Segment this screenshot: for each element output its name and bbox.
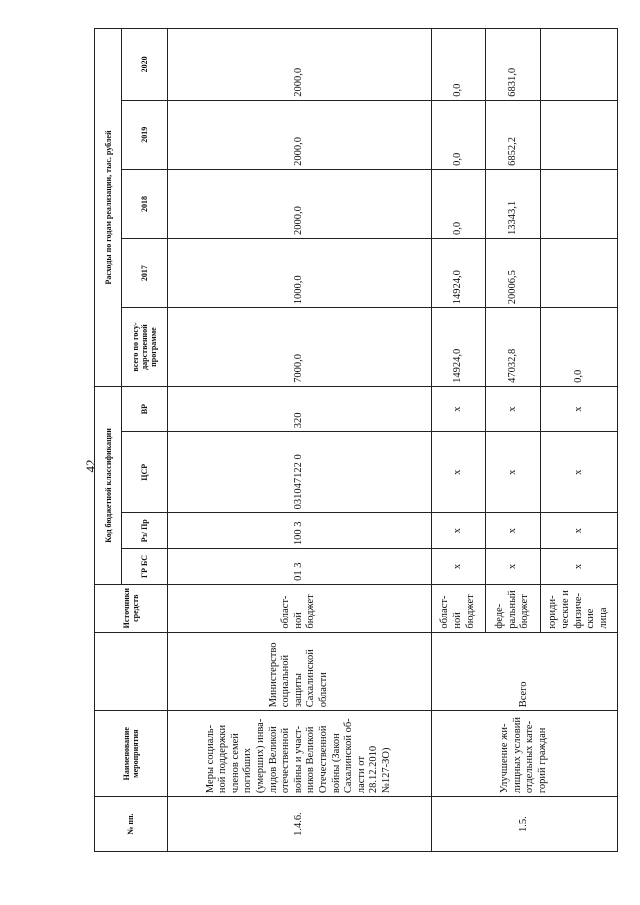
row-2019: 2000,0: [167, 100, 431, 169]
rotated-page-content: [94, 28, 618, 852]
header-source: Источники средств: [95, 584, 168, 632]
row-source: областной бюджет: [167, 584, 431, 632]
row-2017: [540, 239, 617, 308]
row-grbs: х: [486, 549, 541, 585]
row-source: федеральный бюджет: [486, 584, 541, 632]
header-name: Наименование мероприятия: [95, 711, 168, 797]
row-total: 0,0: [540, 308, 617, 387]
row-executor: Министерство социальной защиты Сахалинской области: [167, 632, 431, 711]
row-grbs: х: [431, 549, 486, 585]
row-2018: 2000,0: [167, 169, 431, 238]
row-2017: 14924,0: [431, 239, 486, 308]
row-source: областной бюджет: [431, 584, 486, 632]
row-csr: х: [486, 432, 541, 513]
table-row-1-5-regional: [431, 29, 486, 852]
row-2018: [540, 169, 617, 238]
row-2020: [540, 29, 617, 101]
row-num: 1.5.: [431, 797, 617, 852]
row-csr: х: [540, 432, 617, 513]
row-2017: 1000,0: [167, 239, 431, 308]
row-2017: 20006,5: [486, 239, 541, 308]
row-total: 14924,0: [431, 308, 486, 387]
row-rzpr: 100 3: [167, 513, 431, 549]
row-total: 7000,0: [167, 308, 431, 387]
table-row-1-4-6: [167, 29, 431, 852]
row-vr: х: [540, 386, 617, 431]
row-name: Улучшение жилищных условий отдельных категорий граждан: [431, 711, 617, 797]
row-2018: 0,0: [431, 169, 486, 238]
header-rzpr: Рз/ Пр: [122, 513, 167, 549]
row-2020: 6831,0: [486, 29, 541, 101]
row-source: юридические и физические лица: [540, 584, 617, 632]
header-total: всего по государственной программе: [122, 308, 167, 387]
row-rzpr: х: [540, 513, 617, 549]
page-number: 42: [83, 459, 98, 473]
row-grbs: х: [540, 549, 617, 585]
header-year-2019: 2019: [122, 100, 167, 169]
budget-table: [94, 28, 618, 852]
row-2019: 6852,2: [486, 100, 541, 169]
row-executor: Всего: [431, 632, 617, 711]
row-csr: 031047122 0: [167, 432, 431, 513]
row-2020: 0,0: [431, 29, 486, 101]
header-vr: ВР: [122, 386, 167, 431]
header-year-2017: 2017: [122, 239, 167, 308]
row-total: 47032,8: [486, 308, 541, 387]
header-year-2020: 2020: [122, 29, 167, 101]
row-2019: 0,0: [431, 100, 486, 169]
header-grbs: ГР БС: [122, 549, 167, 585]
header-budget-code: Код бюджетной классификации: [95, 386, 122, 584]
header-year-2018: 2018: [122, 169, 167, 238]
row-grbs: 01 3: [167, 549, 431, 585]
row-vr: 320: [167, 386, 431, 431]
row-2019: [540, 100, 617, 169]
row-rzpr: х: [486, 513, 541, 549]
table-rotation-frame: [94, 28, 618, 852]
row-vr: х: [431, 386, 486, 431]
row-rzpr: х: [431, 513, 486, 549]
header-row-1: [95, 29, 122, 852]
row-2018: 13343,1: [486, 169, 541, 238]
row-2020: 2000,0: [167, 29, 431, 101]
row-csr: х: [431, 432, 486, 513]
header-expenses: Расходы по годам реализации, тыс. рублей: [95, 29, 122, 387]
header-csr: ЦСР: [122, 432, 167, 513]
row-name: Меры социальной поддержки членов семей погибших (умерших) инвалидов Великой отечественной войны и участников Великой Отечественной войны (Закон Сахалинской области от 28.12.2010 №127-ЗО): [167, 711, 431, 797]
header-num: № пп.: [95, 797, 168, 852]
header-executor: [95, 632, 168, 711]
row-num: 1.4.6.: [167, 797, 431, 852]
row-vr: х: [486, 386, 541, 431]
